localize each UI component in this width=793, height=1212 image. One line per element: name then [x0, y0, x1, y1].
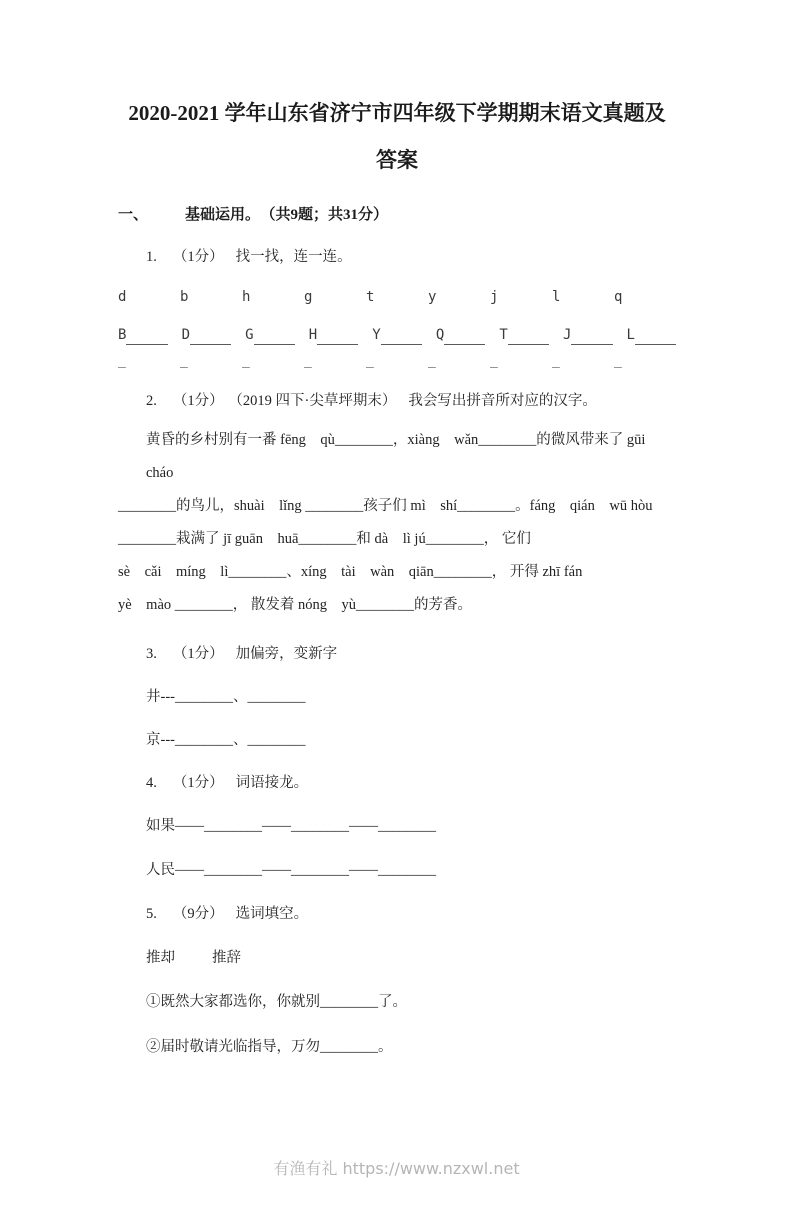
question-prompt: 我会写出拼音所对应的汉字。	[408, 393, 597, 409]
match-dash: –	[304, 360, 312, 375]
section-heading	[118, 205, 676, 225]
letter-blank	[436, 325, 500, 345]
footer-watermark: 有渔有礼 https://www.nzxwl.net	[273, 1159, 520, 1178]
answer-blank-line	[190, 328, 231, 345]
pinyin-paragraph-line: ________栽满了 jī guān huā________和 dà lì jú________， 它们	[118, 531, 531, 547]
question-number: 1.	[146, 249, 157, 265]
uppercase-letter: J	[562, 327, 572, 343]
lowercase-letter: g	[304, 289, 313, 305]
word-bank	[118, 948, 676, 968]
match-dash: –	[552, 360, 560, 375]
match-dash: –	[428, 360, 436, 375]
uppercase-letter: H	[308, 327, 318, 343]
question-number: 5.	[146, 906, 157, 922]
question-score: （1分）	[172, 393, 224, 409]
exam-title	[118, 90, 676, 184]
answer-blank-line	[571, 328, 612, 345]
letter-blank	[245, 325, 309, 345]
uppercase-letter: G	[245, 327, 254, 343]
answer-blank-line	[381, 328, 422, 345]
lowercase-letter: t	[366, 289, 375, 305]
exam-title-line1: 2020-2021 学年山东省济宁市四年级下学期期末语文真题及	[128, 101, 666, 125]
match-dash: –	[118, 360, 126, 375]
lowercase-letter: h	[242, 289, 251, 305]
section-name: 基础运用。	[185, 207, 261, 223]
lowercase-letter: q	[614, 289, 623, 305]
letter-blank	[499, 325, 563, 345]
letter-blank	[627, 325, 677, 345]
word-bank-option: 推却	[146, 950, 175, 966]
letter-blank	[118, 325, 182, 345]
word-bank-option: 推辞	[212, 950, 241, 966]
letter-blank	[182, 325, 246, 345]
question-prompt: 找一找，连一连。	[235, 249, 352, 265]
match-dash: –	[614, 360, 622, 375]
uppercase-letter: B	[118, 327, 127, 343]
section-meta: （共9题；共31分）	[268, 207, 389, 223]
answer-blank-line	[635, 328, 676, 345]
exam-title-line2: 答案	[376, 148, 418, 172]
question-score: （9分）	[172, 906, 224, 922]
lowercase-letter: j	[490, 289, 499, 305]
letter-blank	[563, 325, 627, 345]
match-dash: –	[366, 360, 374, 375]
answer-blank-line	[317, 328, 358, 345]
question-3-header	[118, 644, 676, 664]
uppercase-letter: D	[181, 327, 190, 343]
lowercase-letter: d	[118, 289, 127, 305]
match-dash: –	[490, 360, 498, 375]
letter-blank	[309, 325, 373, 345]
exam-page	[0, 90, 793, 1057]
question-number: 3.	[146, 646, 157, 662]
new-char-line: 井---________、________	[146, 689, 306, 705]
question-source: （2019 四下·尖草坪期末）	[235, 393, 397, 409]
question-prompt: 词语接龙。	[235, 775, 309, 791]
pinyin-paragraph-line: sè cǎi míng lì________、xíng tài wàn qiān________， 开得 zhī fán	[118, 564, 583, 580]
question-prompt: 选词填空。	[235, 906, 309, 922]
answer-blank-line	[126, 328, 167, 345]
match-dash: –	[180, 360, 188, 375]
pinyin-paragraph-line: yè mào ________， 散发着 nóng yù________的芳香。	[118, 597, 473, 613]
uppercase-letter: Y	[372, 327, 381, 343]
answer-blank-line	[254, 328, 295, 345]
lowercase-letter-row	[118, 287, 676, 307]
question-4-header	[118, 773, 676, 793]
lowercase-letter: b	[180, 289, 189, 305]
question-2-header	[118, 391, 676, 411]
new-char-line: 京---________、________	[146, 732, 306, 748]
uppercase-letter: Q	[435, 327, 445, 343]
pinyin-paragraph-line: ________的鸟儿，shuài lǐng ________孩子们 mì shí________。fáng qián wū hòu	[118, 498, 653, 514]
word-chain-line: 如果——________——________——________	[146, 818, 436, 834]
lowercase-letter: y	[428, 289, 437, 305]
question-number: 2.	[146, 393, 157, 409]
answer-blank-line	[508, 328, 549, 345]
match-dash-row	[118, 358, 676, 378]
uppercase-blank-row	[118, 325, 676, 345]
match-dash: –	[242, 360, 250, 375]
question-score: （1分）	[172, 775, 224, 791]
letter-blank	[372, 325, 436, 345]
uppercase-letter: L	[626, 327, 635, 343]
fill-blank-item: ①既然大家都选你，你就别________了。	[146, 994, 407, 1010]
word-chain-line: 人民——________——________——________	[146, 862, 436, 878]
question-score: （1分）	[172, 646, 224, 662]
question-1-header	[118, 247, 676, 267]
answer-blank-line	[444, 328, 485, 345]
question-5-header	[118, 904, 676, 924]
section-number: 一、	[118, 207, 149, 223]
question-number: 4.	[146, 775, 157, 791]
pinyin-paragraph-line: 黄昏的乡村别有一番 fēng qù________，xiàng wǎn________的微风带来了 gūi cháo	[146, 432, 650, 481]
question-prompt: 加偏旁，变新字	[235, 646, 338, 662]
lowercase-letter: l	[552, 289, 561, 305]
uppercase-letter: T	[499, 327, 508, 343]
question-score: （1分）	[172, 249, 224, 265]
fill-blank-item: ②届时敬请光临指导，万勿________。	[146, 1039, 393, 1055]
pinyin-fill-paragraph	[118, 424, 676, 622]
